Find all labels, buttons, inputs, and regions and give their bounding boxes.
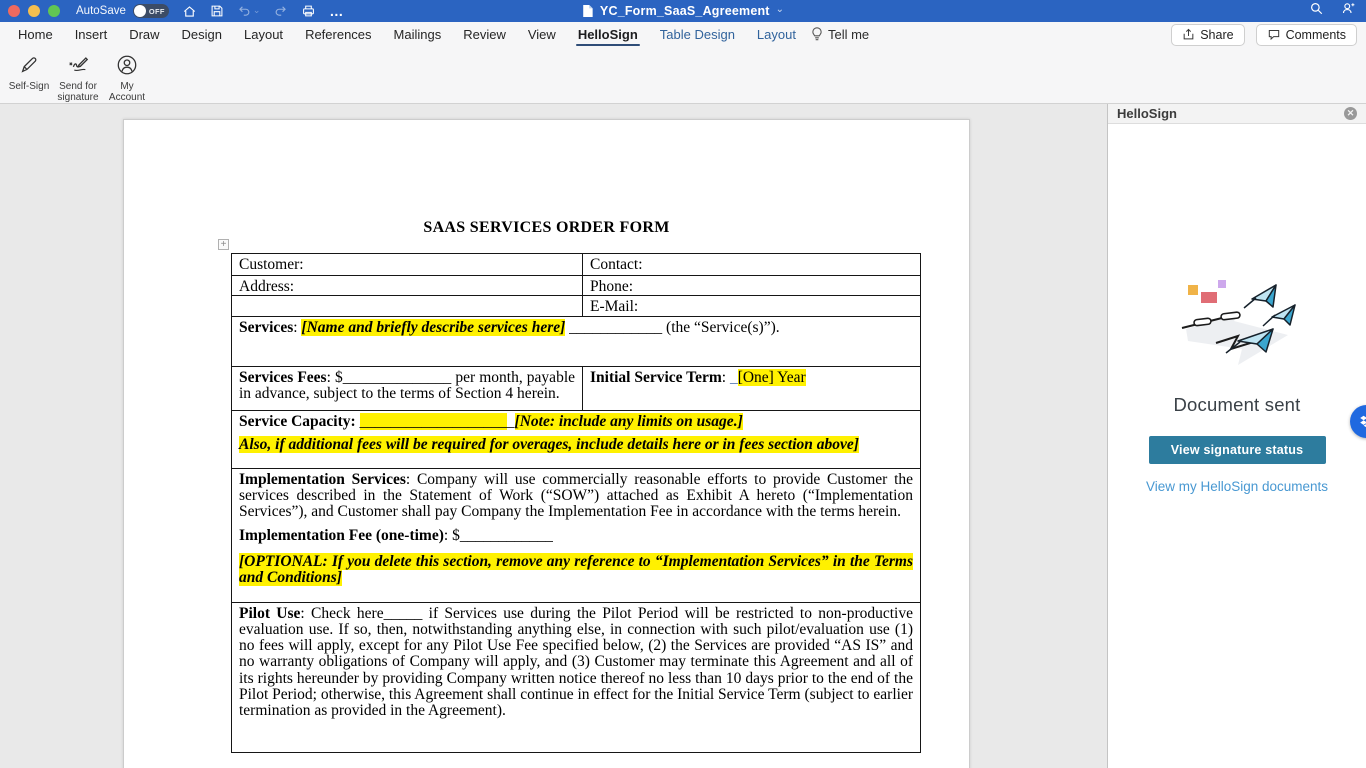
order-form-table <box>231 253 921 753</box>
tell-me[interactable] <box>807 27 869 42</box>
optional-note-line <box>239 554 913 587</box>
document-title: YC_Form_SaaS_Agreement <box>599 4 770 18</box>
pilot-label: Pilot Use <box>239 604 301 622</box>
initial-term-value: [One] Year <box>737 368 806 386</box>
capacity-label: Service Capacity: <box>239 412 360 430</box>
share-label: Share <box>1200 27 1234 42</box>
tab-review[interactable]: Review <box>463 27 506 42</box>
document-canvas <box>0 104 1107 768</box>
document-sent-heading: Document sent <box>1173 394 1301 415</box>
close-icon[interactable]: ✕ <box>1344 107 1357 120</box>
initial-term-label: Initial Service Term <box>590 368 722 386</box>
table-row <box>232 276 921 296</box>
tab-insert[interactable]: Insert <box>74 27 108 42</box>
tab-layout[interactable]: Layout <box>244 27 284 42</box>
services-label: Services <box>239 318 294 336</box>
services-fees-body: : $______________ per month, payable in advance, subject to the terms of Section 4 herein. <box>239 368 575 402</box>
home-icon[interactable] <box>182 4 197 19</box>
tab-mailings[interactable]: Mailings <box>393 27 442 42</box>
optional-note: [OPTIONAL: If you delete this section, remove any reference to “Implementation Services” in the Terms and Conditions] <box>239 552 913 587</box>
implementation-fee-line <box>239 528 913 544</box>
customer-cell[interactable]: Customer: <box>232 254 583 276</box>
self-sign-label: Self-Sign <box>8 81 50 92</box>
zoom-window-button[interactable] <box>48 5 60 17</box>
pilot-body: : Check here_____ if Services use during the Pilot Period will be restricted to non-productive evaluation use. If so, then, notwithstanding anything else, in connection with such pilot/evaluation use (1) no fees will apply, except for any Pilot Use Fee specified below, (2) the Services are provided “AS IS” and no warranty obligations of Company will apply, and (3) Customer may terminate this Agreement and all of its rights hereunder by providing Company written notice thereof no less than 10 days prior to the end of the Pilot Period; otherwise, this Agreement shall continue in effect for the Initial Service Term (subject to earlier termination as provided in the Agreement). <box>239 604 913 720</box>
tab-hellosign[interactable]: HelloSign <box>567 22 649 47</box>
implementation-cell[interactable] <box>232 468 921 602</box>
implementation-fee-body: : $____________ <box>443 527 553 545</box>
save-icon[interactable] <box>210 4 224 18</box>
implementation-body: : Company will use commercially reasonable efforts to provide Customer the services described in the Statement of Work (“SOW”) attached as Exhibit A hereto (“Implementation Services”), and Customer shall pay Company the Implementation Fee in accordance with the terms herein. <box>239 470 913 521</box>
services-fees-cell[interactable] <box>232 366 583 410</box>
undo-dropdown-icon[interactable]: ⌄ <box>252 4 261 15</box>
minimize-window-button[interactable] <box>28 5 40 17</box>
services-placeholder: [Name and briefly describe services here] <box>301 318 566 336</box>
print-icon[interactable] <box>301 4 316 18</box>
tab-draw[interactable]: Draw <box>129 27 160 42</box>
signature-icon <box>66 53 90 77</box>
table-row <box>232 366 921 410</box>
close-window-button[interactable] <box>8 5 20 17</box>
capacity-blank: ___________________ <box>359 412 507 430</box>
dropbox-glyph-icon <box>1359 414 1366 429</box>
document-icon <box>582 4 594 18</box>
capacity-note2-line <box>239 437 913 453</box>
implementation-fee-label: Implementation Fee (one-time) <box>239 527 444 545</box>
capacity-note: [Note: include any limits on usage.] <box>514 412 743 430</box>
tab-table-layout[interactable]: Layout <box>756 27 796 42</box>
my-account-label: My Account <box>108 81 146 103</box>
document-page[interactable] <box>123 119 970 768</box>
email-cell[interactable]: E-Mail: <box>583 296 921 316</box>
table-row <box>232 254 921 276</box>
titlebar <box>0 0 1366 22</box>
services-tail: (the “Service(s)”). <box>666 318 780 336</box>
send-for-signature-button[interactable] <box>55 53 101 103</box>
panel-title: HelloSign <box>1117 106 1177 121</box>
more-commands-icon[interactable]: … <box>329 3 345 19</box>
person-circle-icon <box>116 53 138 77</box>
my-account-button[interactable] <box>104 53 150 103</box>
tell-me-label: Tell me <box>827 27 870 42</box>
document-title-area[interactable] <box>582 0 784 22</box>
toggle-knob-icon <box>134 5 146 17</box>
services-fees-label: Services Fees <box>239 368 327 386</box>
send-for-signature-label: Send for signature <box>57 81 99 103</box>
implementation-label: Implementation Services <box>239 470 406 488</box>
view-signature-status-button[interactable]: View signature status <box>1149 436 1326 464</box>
contact-cell[interactable]: Contact: <box>583 254 921 276</box>
text-run: : <box>293 318 302 336</box>
comments-label: Comments <box>1285 27 1346 42</box>
document-heading[interactable]: SAAS SERVICES ORDER FORM <box>423 219 670 236</box>
table-row <box>232 316 921 366</box>
ribbon-tab-bar <box>0 22 1366 47</box>
pencil-icon <box>18 53 40 77</box>
table-row <box>232 296 921 316</box>
title-chevron-icon: ⌄ <box>775 4 785 15</box>
term-underscore: _ <box>729 368 738 386</box>
capacity-underscore: _ <box>506 412 515 430</box>
comments-button[interactable] <box>1256 24 1357 46</box>
search-icon[interactable] <box>1309 1 1324 21</box>
account-presence-icon[interactable] <box>1340 1 1356 21</box>
tab-table-design[interactable]: Table Design <box>659 27 735 42</box>
panel-header <box>1108 104 1366 124</box>
autosave-state: OFF <box>148 6 165 16</box>
share-icon <box>1182 28 1195 41</box>
redo-icon[interactable] <box>273 4 288 18</box>
autosave-toggle[interactable] <box>133 4 169 18</box>
tab-home[interactable]: Home <box>18 27 53 42</box>
document-sent-illustration <box>1176 277 1298 369</box>
text-run: : <box>721 368 730 386</box>
capacity-line <box>239 414 913 430</box>
tab-view[interactable]: View <box>527 27 556 42</box>
share-button[interactable] <box>1171 24 1244 46</box>
service-capacity-cell[interactable] <box>232 410 921 468</box>
services-blank: ____________ <box>565 318 667 336</box>
initial-term-cell[interactable] <box>583 366 921 410</box>
lightbulb-icon <box>811 27 823 42</box>
address-cell[interactable]: Address: <box>232 276 583 296</box>
empty-cell[interactable] <box>232 296 583 316</box>
tab-design[interactable]: Design <box>181 27 223 42</box>
undo-icon[interactable] <box>237 4 252 18</box>
panel-body <box>1108 124 1366 494</box>
table-row <box>232 602 921 752</box>
implementation-paragraph <box>239 472 913 521</box>
phone-cell[interactable]: Phone: <box>583 276 921 296</box>
capacity-note2: Also, if additional fees will be required for overages, include details here or in fees section above] <box>239 435 859 453</box>
comments-icon <box>1267 28 1281 41</box>
pilot-use-cell[interactable] <box>232 602 921 752</box>
autosave-label: AutoSave <box>76 5 126 17</box>
hellosign-panel <box>1107 104 1366 768</box>
self-sign-button[interactable] <box>6 53 52 92</box>
hellosign-ribbon <box>0 47 1366 104</box>
window-controls <box>8 5 60 17</box>
table-row <box>232 410 921 468</box>
table-row <box>232 468 921 602</box>
tab-references[interactable]: References <box>305 27 372 42</box>
view-documents-link[interactable]: View my HelloSign documents <box>1145 479 1329 494</box>
table-move-handle[interactable]: + <box>218 239 229 250</box>
services-cell[interactable] <box>232 316 921 366</box>
